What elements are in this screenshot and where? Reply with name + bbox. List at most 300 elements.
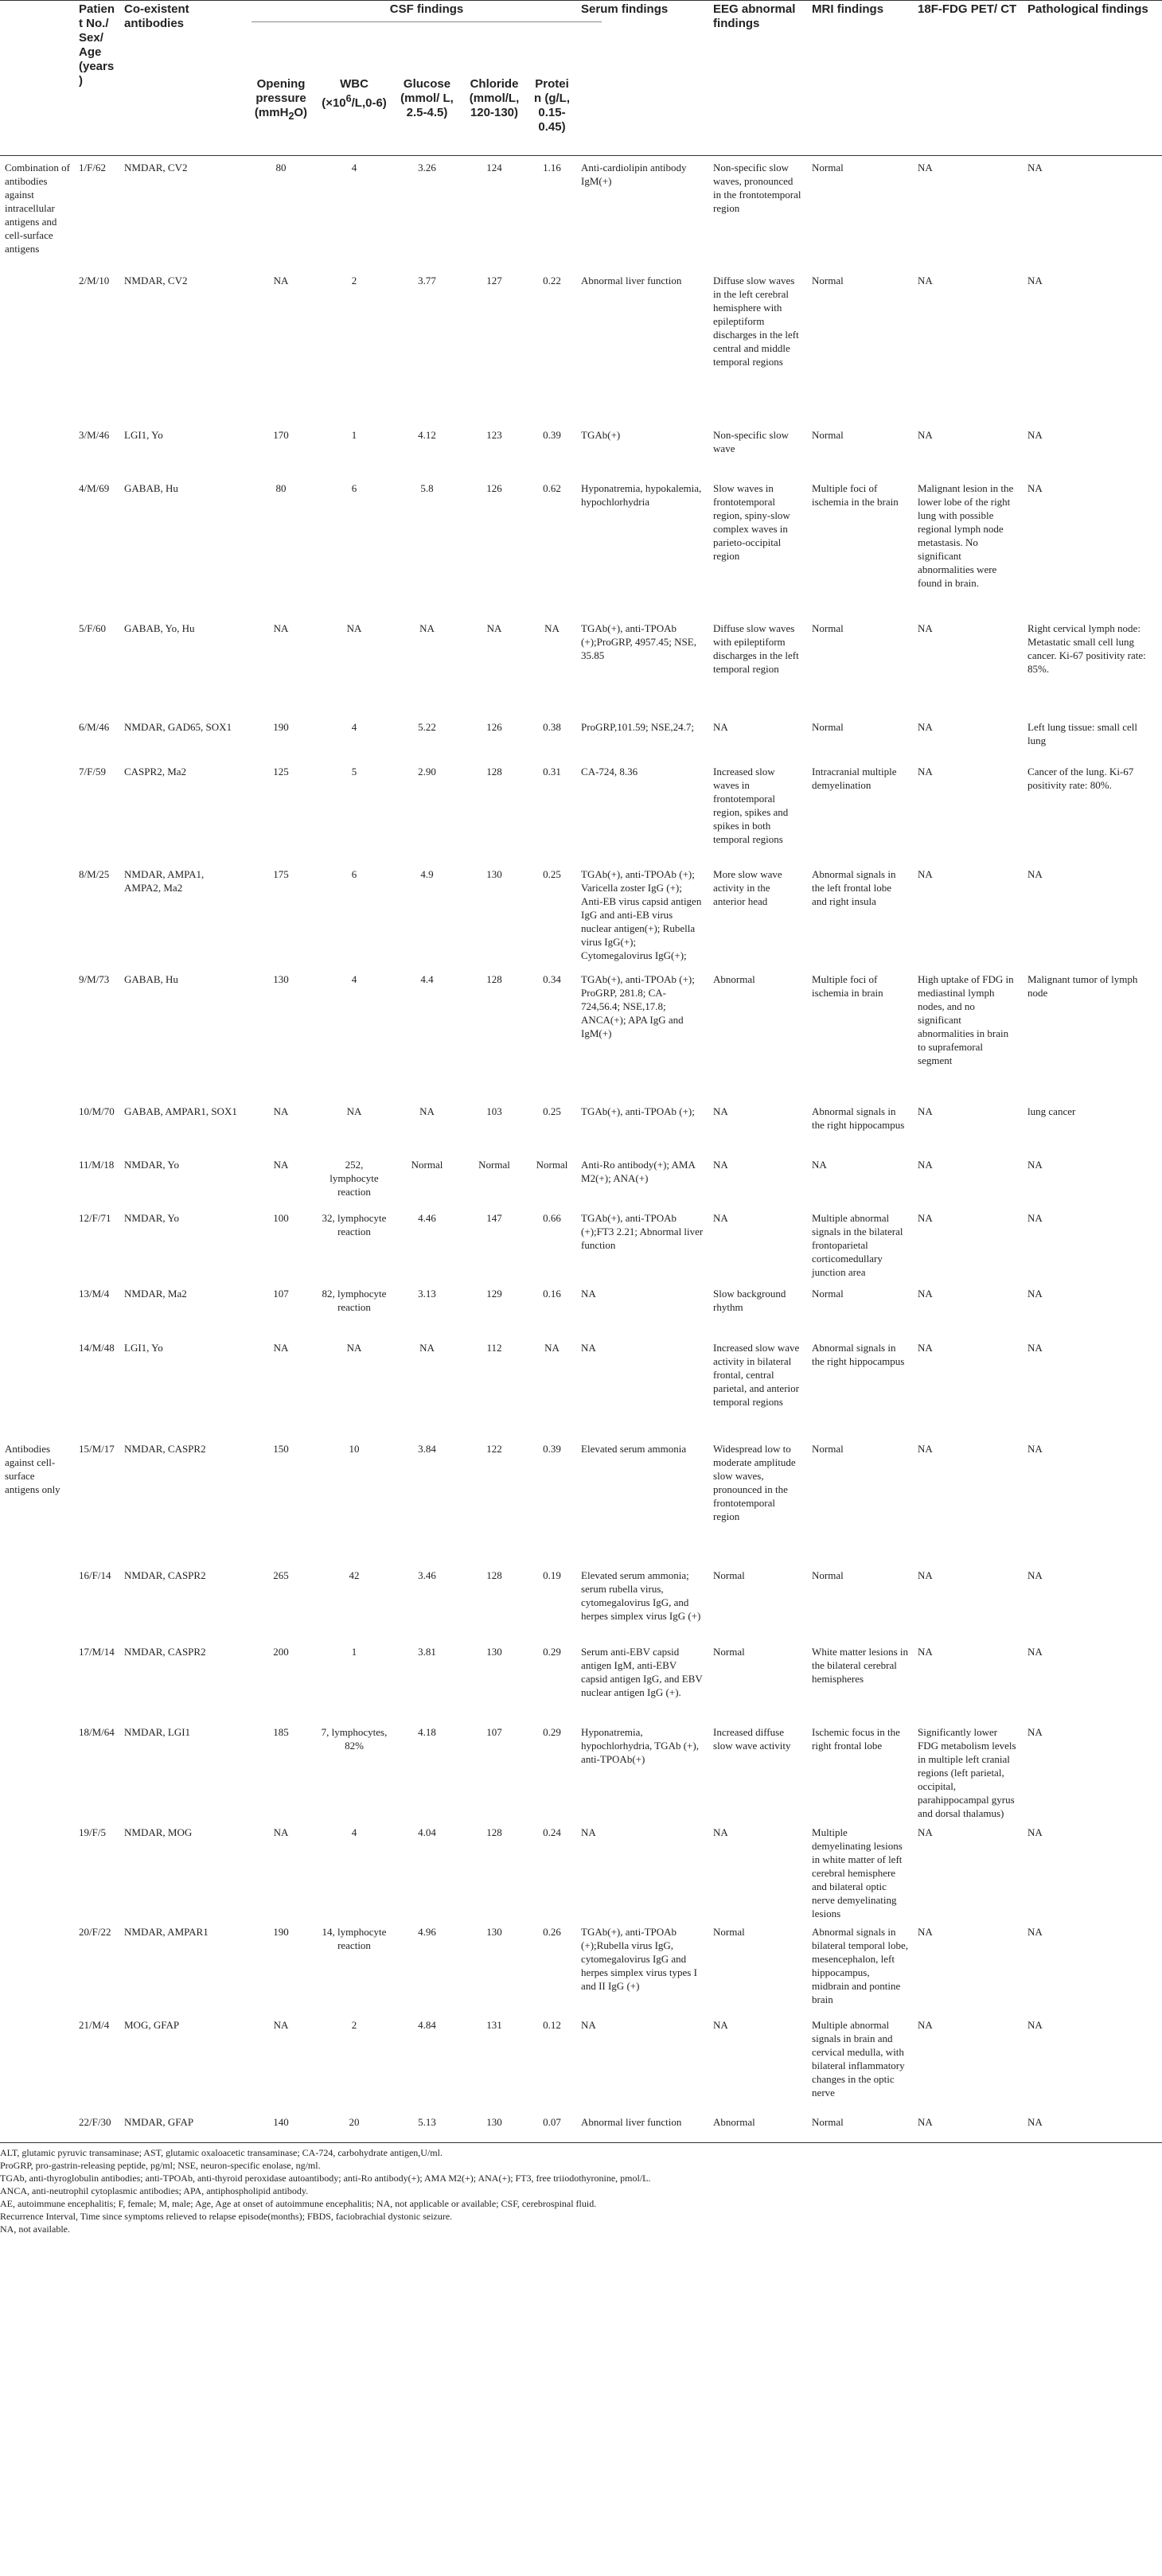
serum-findings: TGAb(+), anti-TPOAb (+); Varicella zoster IgG (+); Anti-EB virus capsid antigen IgG and anti-EB virus nuclear antigen(+); Rubella virus IgG(+); Cytomegalovirus IgG(+); [581,867,702,961]
coexistent-antibodies: GABAB, Hu [124,481,178,494]
footnote-line: TGAb, anti-thyroglobulin antibodies; anti-TPOAb, anti-thyroid peroxidase autoantibody; anti-Ro antibody(+); AMA M2(+); ANA(+); FT3, free triiodothyronine, pmol/L. [0,2172,651,2184]
eeg-findings: Non-specific slow wave [713,428,789,454]
pathological-findings: NA [1027,2018,1043,2031]
wbc-value: 82, lymphocyte reaction [322,1287,387,1313]
patient-id: 9/M/73 [79,972,110,985]
coexistent-antibodies: GABAB, AMPAR1, SOX1 [124,1105,237,1117]
glucose-value: 5.22 [418,720,436,733]
pet-findings: NA [918,428,933,441]
coexistent-antibodies: NMDAR, Yo [124,1211,179,1224]
wbc-value: 10 [349,1442,360,1455]
coexistent-antibodies: NMDAR, AMPA1, AMPA2, Ma2 [124,867,205,894]
opening-pressure: NA [273,1158,289,1171]
protein-value: 0.22 [543,274,561,286]
mri-findings: Multiple abnormal signals in brain and cervical medulla, with bilateral inflammatory changes in the optic nerve [812,2018,905,2099]
protein-value: 0.29 [543,1725,561,1738]
serum-findings: Hyponatremia, hypochlorhydria, TGAb (+), anti-TPOAb(+) [581,1725,699,1765]
opening-pressure: NA [273,274,289,286]
eeg-findings: Widespread low to moderate amplitude slow waves, pronounced in the frontotemporal region [713,1442,796,1522]
patient-id: 3/M/46 [79,428,110,441]
pathological-findings: NA [1027,162,1043,173]
footnote-line: AE, autoimmune encephalitis; F, female; M, male; Age, Age at onset of autoimmune encephalitis; NA, not applicable or available; CSF, cerebrospinal fluid. [0,2197,597,2209]
opening-pressure: 125 [273,765,289,777]
pathological-findings: NA [1027,1158,1043,1171]
table-row [0,863,1162,968]
pet-findings: NA [918,1287,933,1300]
mri-findings: Abnormal signals in bilateral temporal lobe, mesencephalon, left hippocampus, midbrain and pontine brain [812,1925,908,2005]
glucose-value: 3.77 [418,274,436,286]
mri-findings: Multiple abnormal signals in the bilateral frontoparietal corticomedullary junction area [812,1211,903,1278]
glucose-value: NA [419,622,435,634]
pathological-findings: NA [1027,1569,1043,1581]
patient-id: 20/F/22 [79,1925,111,1938]
pathological-findings: lung cancer [1027,1105,1076,1117]
protein-value: 0.07 [543,2115,561,2128]
glucose-value: NA [419,1105,435,1117]
pathological-findings: NA [1027,1826,1043,1838]
coexistent-antibodies: GABAB, Yo, Hu [124,622,195,634]
header-row-top [0,1,1162,68]
coexistent-antibodies: NMDAR, GFAP [124,2115,194,2128]
chloride-value: 112 [486,1341,502,1354]
table-row [0,760,1162,863]
serum-findings: Serum anti-EBV capsid antigen IgM, anti-EBV capsid antigen IgG, and EBV nuclear antigen IgG (+). [581,1645,703,1698]
wbc-value: 6 [351,867,357,880]
protein-value: NA [544,1341,560,1354]
col-eeg: EEG abnormal findings [708,1,807,156]
col-protein: Protein (g/L, 0.15-0.45) [528,68,576,156]
pathological-findings: NA [1027,1211,1043,1224]
wbc-value: 14, lymphocyte reaction [322,1925,387,1951]
glucose-value: 4.9 [420,867,434,880]
glucose-value: 4.46 [418,1211,436,1224]
pet-findings: NA [918,1211,933,1224]
patient-id: 7/F/59 [79,765,106,777]
table-row [0,1153,1162,1206]
chloride-value: 130 [486,1925,502,1938]
csf-group-label: CSF findings [252,2,602,22]
coexistent-antibodies: NMDAR, CASPR2 [124,1569,206,1581]
group-label: Combination of antibodies against intracellular antigens and cell-surface antigens [0,156,74,1437]
glucose-value: 5.8 [420,481,434,494]
protein-value: 0.12 [543,2018,561,2031]
serum-findings: Anti-Ro antibody(+); AMA M2(+); ANA(+) [581,1158,696,1184]
pathological-findings: NA [1027,1442,1043,1455]
patient-id: 6/M/46 [79,720,110,733]
coexistent-antibodies: LGI1, Yo [124,1341,163,1354]
protein-value: 0.16 [543,1287,561,1300]
opening-pressure: 265 [273,1569,289,1581]
glucose-value: 4.84 [418,2018,436,2031]
mri-findings: White matter lesions in the bilateral cerebral hemispheres [812,1645,908,1685]
chloride-value: 127 [486,274,502,286]
serum-findings: NA [581,1341,596,1354]
footnote-line: ALT, glutamic pyruvic transaminase; AST, glutamic oxaloacetic transaminase; CA-724, carbohydrate antigen,U/ml. [0,2146,443,2158]
opening-pressure: NA [273,2018,289,2031]
pet-findings: NA [918,162,933,173]
glucose-value: 3.46 [418,1569,436,1581]
table-row [0,2110,1162,2142]
serum-findings: NA [581,1826,596,1838]
wbc-value: NA [346,1341,362,1354]
eeg-findings: Abnormal [713,972,755,985]
pet-findings: NA [918,622,933,634]
col-chloride: Chloride (mmol/L, 120-130) [461,68,528,156]
opening-pressure: NA [273,1826,289,1838]
table-row [0,156,1162,269]
pathological-findings: NA [1027,1925,1043,1938]
pet-findings: Malignant lesion in the lower lobe of the right lung with possible regional lymph node metastasis. No significant abnormalities were found in brain. [918,481,1014,589]
footnote-line: NA, not available. [0,2223,70,2235]
patient-id: 2/M/10 [79,274,110,286]
eeg-findings: NA [713,1211,728,1224]
table-body [0,156,1162,2142]
col-mri: MRI findings [807,1,913,156]
opening-pressure: 140 [273,2115,289,2128]
mri-findings: Normal [812,274,844,286]
wbc-value: 7, lymphocytes, 82% [321,1725,388,1752]
patient-id: 14/M/48 [79,1341,115,1354]
pet-findings: NA [918,1826,933,1838]
chloride-value: 128 [486,765,502,777]
protein-value: 0.34 [543,972,561,985]
pathological-findings: NA [1027,481,1043,494]
chloride-value: 126 [486,481,502,494]
wbc-value: NA [346,622,362,634]
protein-value: 0.29 [543,1645,561,1658]
pet-findings: NA [918,867,933,880]
table-row [0,1206,1162,1282]
patient-id: 16/F/14 [79,1569,111,1581]
wbc-value: 42 [349,1569,360,1581]
patient-id: 18/M/64 [79,1725,115,1738]
eeg-findings: Diffuse slow waves in the left cerebral hemisphere with epileptiform discharges in the left central and middle temporal regions [713,274,799,368]
pet-findings: NA [918,274,933,286]
serum-findings: Elevated serum ammonia [581,1442,687,1455]
protein-value: 0.39 [543,428,561,441]
pet-findings: NA [918,1569,933,1581]
wbc-value: 32, lymphocyte reaction [322,1211,387,1237]
coexistent-antibodies: CASPR2, Ma2 [124,765,187,777]
wbc-value: 1 [351,1645,357,1658]
pathological-findings: NA [1027,274,1043,286]
serum-findings: TGAb(+) [581,428,621,441]
coexistent-antibodies: NMDAR, GAD65, SOX1 [124,720,232,733]
wbc-value: 4 [351,1826,357,1838]
coexistent-antibodies: GABAB, Hu [124,972,178,985]
pathological-findings: NA [1027,428,1043,441]
table-row [0,1282,1162,1336]
table-row [0,423,1162,477]
coexistent-antibodies: NMDAR, CASPR2 [124,1645,206,1658]
serum-findings: Abnormal liver function [581,2115,682,2128]
chloride-value: 131 [486,2018,502,2031]
mri-findings: Intracranial multiple demyelination [812,765,897,791]
pathological-findings: NA [1027,1645,1043,1658]
footnote-line: ProGRP, pro-gastrin-releasing peptide, pg/ml; NSE, neuron-specific enolase, ng/ml. [0,2159,321,2171]
chloride-value: 147 [486,1211,502,1224]
opening-pressure: 107 [273,1287,289,1300]
glucose-value: 2.90 [418,765,436,777]
pet-findings: NA [918,1158,933,1171]
patient-id: 15/M/17 [79,1442,115,1455]
chloride-value: 126 [486,720,502,733]
col-opening: Opening pressure (mmH$_2$O) [247,68,315,156]
pathological-findings: Left lung tissue: small cell lung [1027,720,1137,746]
coexistent-antibodies: NMDAR, Yo [124,1158,179,1171]
patient-id: 17/M/14 [79,1645,115,1658]
glucose-value: 4.12 [418,428,436,441]
chloride-value: 129 [486,1287,502,1300]
serum-findings: CA-724, 8.36 [581,765,638,777]
opening-pressure: 80 [275,481,287,494]
eeg-findings: Increased slow waves in frontotemporal region, spikes and spikes in both temporal regions [713,765,789,845]
pathological-findings: Malignant tumor of lymph node [1027,972,1138,999]
table-row [0,1920,1162,2013]
eeg-findings: Slow background rhythm [713,1287,786,1313]
opening-pressure: 170 [273,428,289,441]
chloride-value: 130 [486,1645,502,1658]
wbc-value: 4 [351,720,357,733]
patient-id: 11/M/18 [79,1158,115,1171]
footnote-line: ANCA, anti-neutrophil cytoplasmic antibodies; APA, antiphospholipid antibody. [0,2184,309,2196]
table-row [0,1640,1162,1721]
pathological-findings: NA [1027,2115,1043,2128]
glucose-value: NA [419,1341,435,1354]
glucose-value: Normal [411,1158,443,1171]
mri-findings: Normal [812,1442,844,1455]
serum-findings: TGAb(+), anti-TPOAb (+); [581,1105,695,1117]
table-row [0,2013,1162,2110]
coexistent-antibodies: NMDAR, CV2 [124,274,188,286]
col-coexistent: Co-existent antibodies [119,1,247,156]
wbc-value: 5 [351,765,357,777]
chloride-value: 107 [486,1725,502,1738]
col-pathological: Pathological findings [1023,1,1162,156]
glucose-value: 3.84 [418,1442,436,1455]
serum-findings: TGAb(+), anti-TPOAb (+);FT3 2.21; Abnormal liver function [581,1211,704,1251]
protein-value: NA [544,622,560,634]
patient-id: 19/F/5 [79,1826,106,1838]
serum-findings: TGAb(+), anti-TPOAb (+);Rubella virus IgG, cytomegalovirus IgG and herpes simplex virus types I and II IgG (+) [581,1925,697,1992]
glucose-value: 4.4 [420,972,434,985]
pathological-findings: NA [1027,1341,1043,1354]
pathological-findings: NA [1027,867,1043,880]
mri-findings: Multiple demyelinating lesions in white matter of left cerebral hemisphere and bilateral optic nerve demyelinating lesions [812,1826,903,1919]
serum-findings: Hyponatremia, hypokalemia, hypochlorhydria [581,481,702,508]
eeg-findings: NA [713,2018,728,2031]
wbc-value: 2 [351,274,357,286]
mri-findings: Normal [812,428,844,441]
opening-pressure: 200 [273,1645,289,1658]
patient-id: 21/M/4 [79,2018,110,2031]
glucose-value: 4.96 [418,1925,436,1938]
protein-value: 0.19 [543,1569,561,1581]
chloride-value: NA [486,622,502,634]
pet-findings: NA [918,1925,933,1938]
pathological-findings: NA [1027,1287,1043,1300]
protein-value: 0.31 [543,765,561,777]
table-row [0,617,1162,715]
protein-value: 0.24 [543,1826,561,1838]
opening-pressure: 130 [273,972,289,985]
coexistent-antibodies: NMDAR, CASPR2 [124,1442,206,1455]
pet-findings: NA [918,2018,933,2031]
opening-pressure: 185 [273,1725,289,1738]
mri-findings: Ischemic focus in the right frontal lobe [812,1725,900,1752]
patient-id: 5/F/60 [79,622,106,634]
opening-pressure: NA [273,1105,289,1117]
coexistent-antibodies: NMDAR, LGI1 [124,1725,191,1738]
opening-pressure: 175 [273,867,289,880]
col-wbc: WBC $(\times 10^6/L,0-6)$ [315,68,393,156]
glucose-value: 3.26 [418,162,436,173]
table-row [0,715,1162,760]
serum-findings: Abnormal liver function [581,274,682,286]
opening-pressure: 100 [273,1211,289,1224]
serum-findings: TGAb(+), anti-TPOAb (+); ProGRP, 281.8; CA-724,56.4; NSE,17.8; ANCA(+); APA IgG and IgM(+) [581,972,695,1039]
pathological-findings: NA [1027,1725,1043,1738]
opening-pressure: NA [273,1341,289,1354]
protein-value: Normal [536,1158,568,1171]
pet-findings: High uptake of FDG in mediastinal lymph nodes, and no significant abnormalities in brain to suprafemoral segment [918,972,1014,1066]
chloride-value: 128 [486,1826,502,1838]
coexistent-antibodies: LGI1, Yo [124,428,163,441]
chloride-value: 122 [486,1442,502,1455]
pet-findings: NA [918,1105,933,1117]
protein-value: 0.25 [543,867,561,880]
col-glucose: Glucose (mmol/ L, 2.5-4.5) [393,68,461,156]
pathological-findings: Right cervical lymph node: Metastatic small cell lung cancer. Ki-67 positivity rate: 85%. [1027,622,1146,675]
eeg-findings: Increased slow wave activity in bilateral frontal, central parietal, and anterior temporal regions [713,1341,800,1408]
footnotes [0,2142,1162,2235]
coexistent-antibodies: NMDAR, Ma2 [124,1287,187,1300]
mri-findings: NA [812,1158,827,1171]
wbc-value: 6 [351,481,357,494]
eeg-findings: NA [713,1105,728,1117]
table-row [0,1336,1162,1437]
col-serum: Serum findings [576,1,708,156]
chloride-value: 128 [486,1569,502,1581]
protein-value: 0.38 [543,720,561,733]
mri-findings: Normal [812,720,844,733]
opening-pressure: 80 [275,162,287,173]
chloride-value: 130 [486,2115,502,2128]
opening-pressure: 190 [273,1925,289,1938]
protein-value: 0.26 [543,1925,561,1938]
table-row [0,477,1162,617]
wbc-value: 252, lymphocyte reaction [329,1158,379,1198]
pet-findings: NA [918,1645,933,1658]
table-row [0,1821,1162,1920]
group-label: Antibodies against cell-surface antigens only [5,1442,60,1495]
protein-value: 0.25 [543,1105,561,1117]
mri-findings: Multiple foci of ischemia in the brain [812,481,899,508]
patient-id: 1/F/62 [79,162,106,173]
eeg-findings: Non-specific slow waves, pronounced in the frontotemporal region [713,162,801,214]
col-csf [247,1,576,68]
mri-findings: Normal [812,162,844,173]
coexistent-antibodies: NMDAR, MOG [124,1826,193,1838]
serum-findings: ProGRP,101.59; NSE,24.7; [581,720,694,733]
col-pet: 18F-FDG PET/ CT [913,1,1023,156]
eeg-findings: Normal [713,1645,745,1658]
eeg-findings: Slow waves in frontotemporal region, spiny-slow complex waves in parieto-occipital region [713,481,790,562]
protein-value: 0.62 [543,481,561,494]
table-row [0,1437,1162,1564]
serum-findings: NA [581,1287,596,1300]
eeg-findings: NA [713,1826,728,1838]
chloride-value: 128 [486,972,502,985]
chloride-value: 124 [486,162,502,173]
wbc-value: 4 [351,972,357,985]
chloride-value: Normal [478,1158,510,1171]
table-row [0,968,1162,1100]
protein-value: 0.39 [543,1442,561,1455]
patient-id: 10/M/70 [79,1105,115,1117]
mri-findings: Normal [812,622,844,634]
opening-pressure: NA [273,622,289,634]
table-row [0,1721,1162,1821]
eeg-findings: Normal [713,1925,745,1938]
glucose-value: 3.81 [418,1645,436,1658]
mri-findings: Normal [812,1569,844,1581]
pathological-findings: Cancer of the lung. Ki-67 positivity rate: 80%. [1027,765,1134,791]
opening-pressure: 190 [273,720,289,733]
eeg-findings: Increased diffuse slow wave activity [713,1725,791,1752]
eeg-findings: More slow wave activity in the anterior head [713,867,782,907]
glucose-value: 3.13 [418,1287,436,1300]
footnote-line: Recurrence Interval, Time since symptoms relieved to relapse episode(months); FBDS, faciobrachial dystonic seizure. [0,2210,453,2222]
serum-findings: NA [581,2018,596,2031]
mri-findings: Normal [812,2115,844,2128]
chloride-value: 103 [486,1105,502,1117]
patient-id: 4/M/69 [79,481,110,494]
chloride-value: 130 [486,867,502,880]
patient-id: 12/F/71 [79,1211,111,1224]
mri-findings: Multiple foci of ischemia in brain [812,972,883,999]
coexistent-antibodies: NMDAR, CV2 [124,162,188,173]
protein-value: 1.16 [543,162,561,173]
table-row [0,1100,1162,1153]
glucose-value: 4.18 [418,1725,436,1738]
pet-findings: NA [918,2115,933,2128]
glucose-value: 5.13 [418,2115,436,2128]
wbc-value: NA [346,1105,362,1117]
eeg-findings: NA [713,720,728,733]
pet-findings: NA [918,1341,933,1354]
eeg-findings: Diffuse slow waves with epileptiform discharges in the left temporal region [713,622,799,675]
patient-id: 8/M/25 [79,867,110,880]
eeg-findings: Normal [713,1569,745,1581]
coexistent-antibodies: MOG, GFAP [124,2018,180,2031]
table-row [0,269,1162,423]
mri-findings: Abnormal signals in the left frontal lobe and right insula [812,867,896,907]
opening-pressure: 150 [273,1442,289,1455]
wbc-value: 20 [349,2115,360,2128]
pet-findings: NA [918,720,933,733]
patient-id: 22/F/30 [79,2115,111,2128]
mri-findings: Normal [812,1287,844,1300]
glucose-value: 4.04 [418,1826,436,1838]
pet-findings: NA [918,765,933,777]
patient-id: 13/M/4 [79,1287,110,1300]
coexistent-antibodies: NMDAR, AMPAR1 [124,1925,209,1938]
col-patient: Patient No./ Sex/ Age (years) [74,1,119,156]
protein-value: 0.66 [543,1211,561,1224]
wbc-value: 4 [351,162,357,173]
mri-findings: Abnormal signals in the right hippocampus [812,1341,905,1367]
